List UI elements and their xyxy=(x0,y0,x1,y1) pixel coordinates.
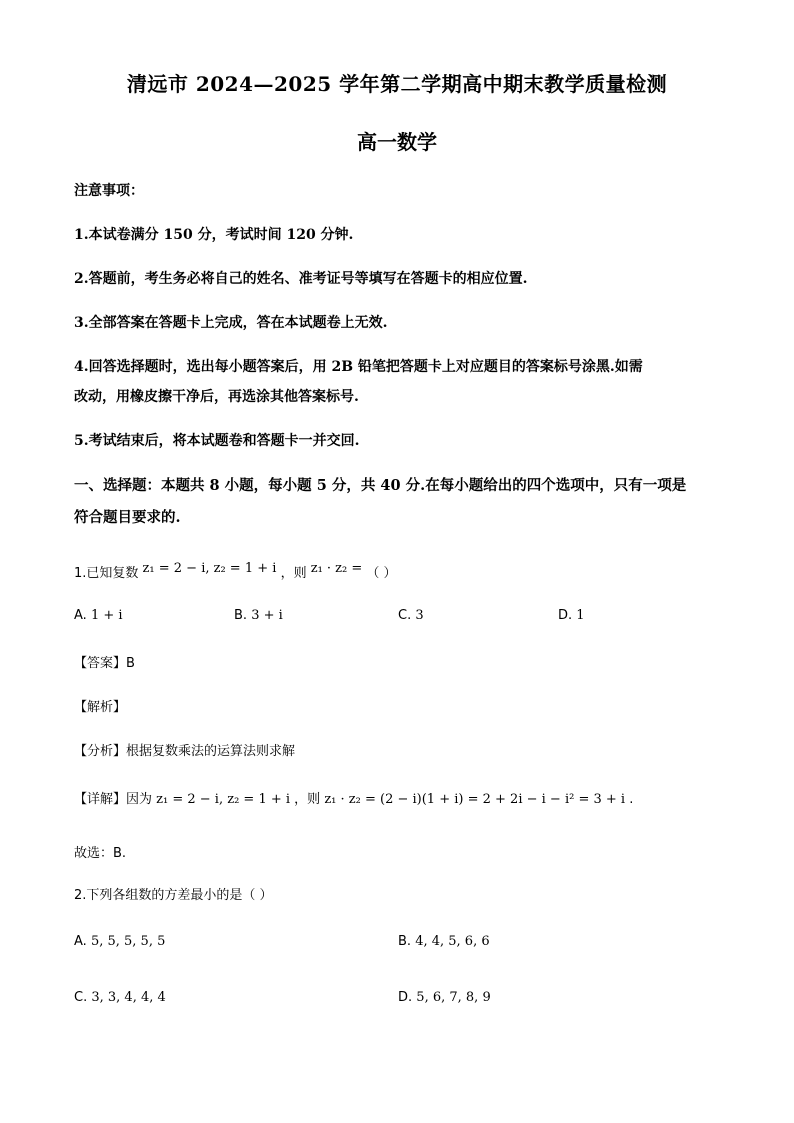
q1-detail xyxy=(74,788,633,807)
q1-detail-prefix: 【详解】因为 xyxy=(74,792,153,807)
question-1 xyxy=(74,562,397,581)
q1-detail-expression: z₁ · z₂ = (2 − i)(1 + i) = 2 + 2i − i − i² = 3 + i xyxy=(324,792,626,807)
note-item-1: 1.本试卷满分 150 分，考试时间 120 分钟. xyxy=(74,227,354,243)
note-item-5: 5.考试结束后，将本试题卷和答题卡一并交回. xyxy=(74,433,360,449)
note-item-4: 4.回答选择题时，选出每小题答案后，用 2B 铅笔把答题卡上对应题目的答案标号涂黑.如需 xyxy=(74,359,643,375)
q1-option-b: B. 3 + i xyxy=(234,608,283,623)
section-heading: 一、选择题：本题共 8 小题，每小题 5 分，共 40 分.在每小题给出的四个选项中，只有一项是 xyxy=(74,477,687,494)
q1-option-a: A. 1 + i xyxy=(74,608,123,623)
note-item-4-cont: 改动，用橡皮擦干净后，再选涂其他答案标号. xyxy=(74,389,359,405)
q1-conclusion: 故选：B. xyxy=(74,846,127,861)
q1-expression: z₁ · z₂ = xyxy=(310,561,363,576)
q1-answer: 【答案】B xyxy=(74,656,135,671)
note-item-3: 3.全部答案在答题卡上完成，答在本试题卷上无效. xyxy=(74,315,388,331)
q1-option-d: D. 1 xyxy=(558,608,585,623)
q1-prefix: 1.已知复数 xyxy=(74,566,139,581)
notes-heading: 注意事项： xyxy=(74,183,144,199)
q1-option-c: C. 3 xyxy=(398,608,424,623)
q1-analysis-label: 【解析】 xyxy=(74,700,127,715)
q1-detail-condition: z₁ = 2 − i, z₂ = 1 + i xyxy=(156,792,291,807)
exam-title: 清远市 2024—2025 学年第二学期高中期末教学质量检测 xyxy=(126,72,668,96)
exam-subtitle: 高一数学 xyxy=(357,130,437,154)
q2-option-d: D. 5, 6, 7, 8, 9 xyxy=(398,990,491,1005)
q1-condition: z₁ = 2 − i, z₂ = 1 + i xyxy=(142,561,277,576)
q1-mid: ，则 xyxy=(280,566,307,581)
q2-option-c: C. 3, 3, 4, 4, 4 xyxy=(74,990,166,1005)
q2-option-a: A. 5, 5, 5, 5, 5 xyxy=(74,934,166,949)
q2-option-b: B. 4, 4, 5, 6, 6 xyxy=(398,934,490,949)
section-heading-cont: 符合题目要求的. xyxy=(74,509,181,526)
q1-detail-mid: ，则 xyxy=(294,792,321,807)
q1-paren: （ ） xyxy=(366,566,397,581)
q1-fenxi: 【分析】根据复数乘法的运算法则求解 xyxy=(74,744,296,759)
note-item-2: 2.答题前，考生务必将自己的姓名、准考证号等填写在答题卡的相应位置. xyxy=(74,271,528,287)
question-2: 2.下列各组数的方差最小的是（ ） xyxy=(74,888,273,903)
q1-detail-end: . xyxy=(629,792,634,807)
